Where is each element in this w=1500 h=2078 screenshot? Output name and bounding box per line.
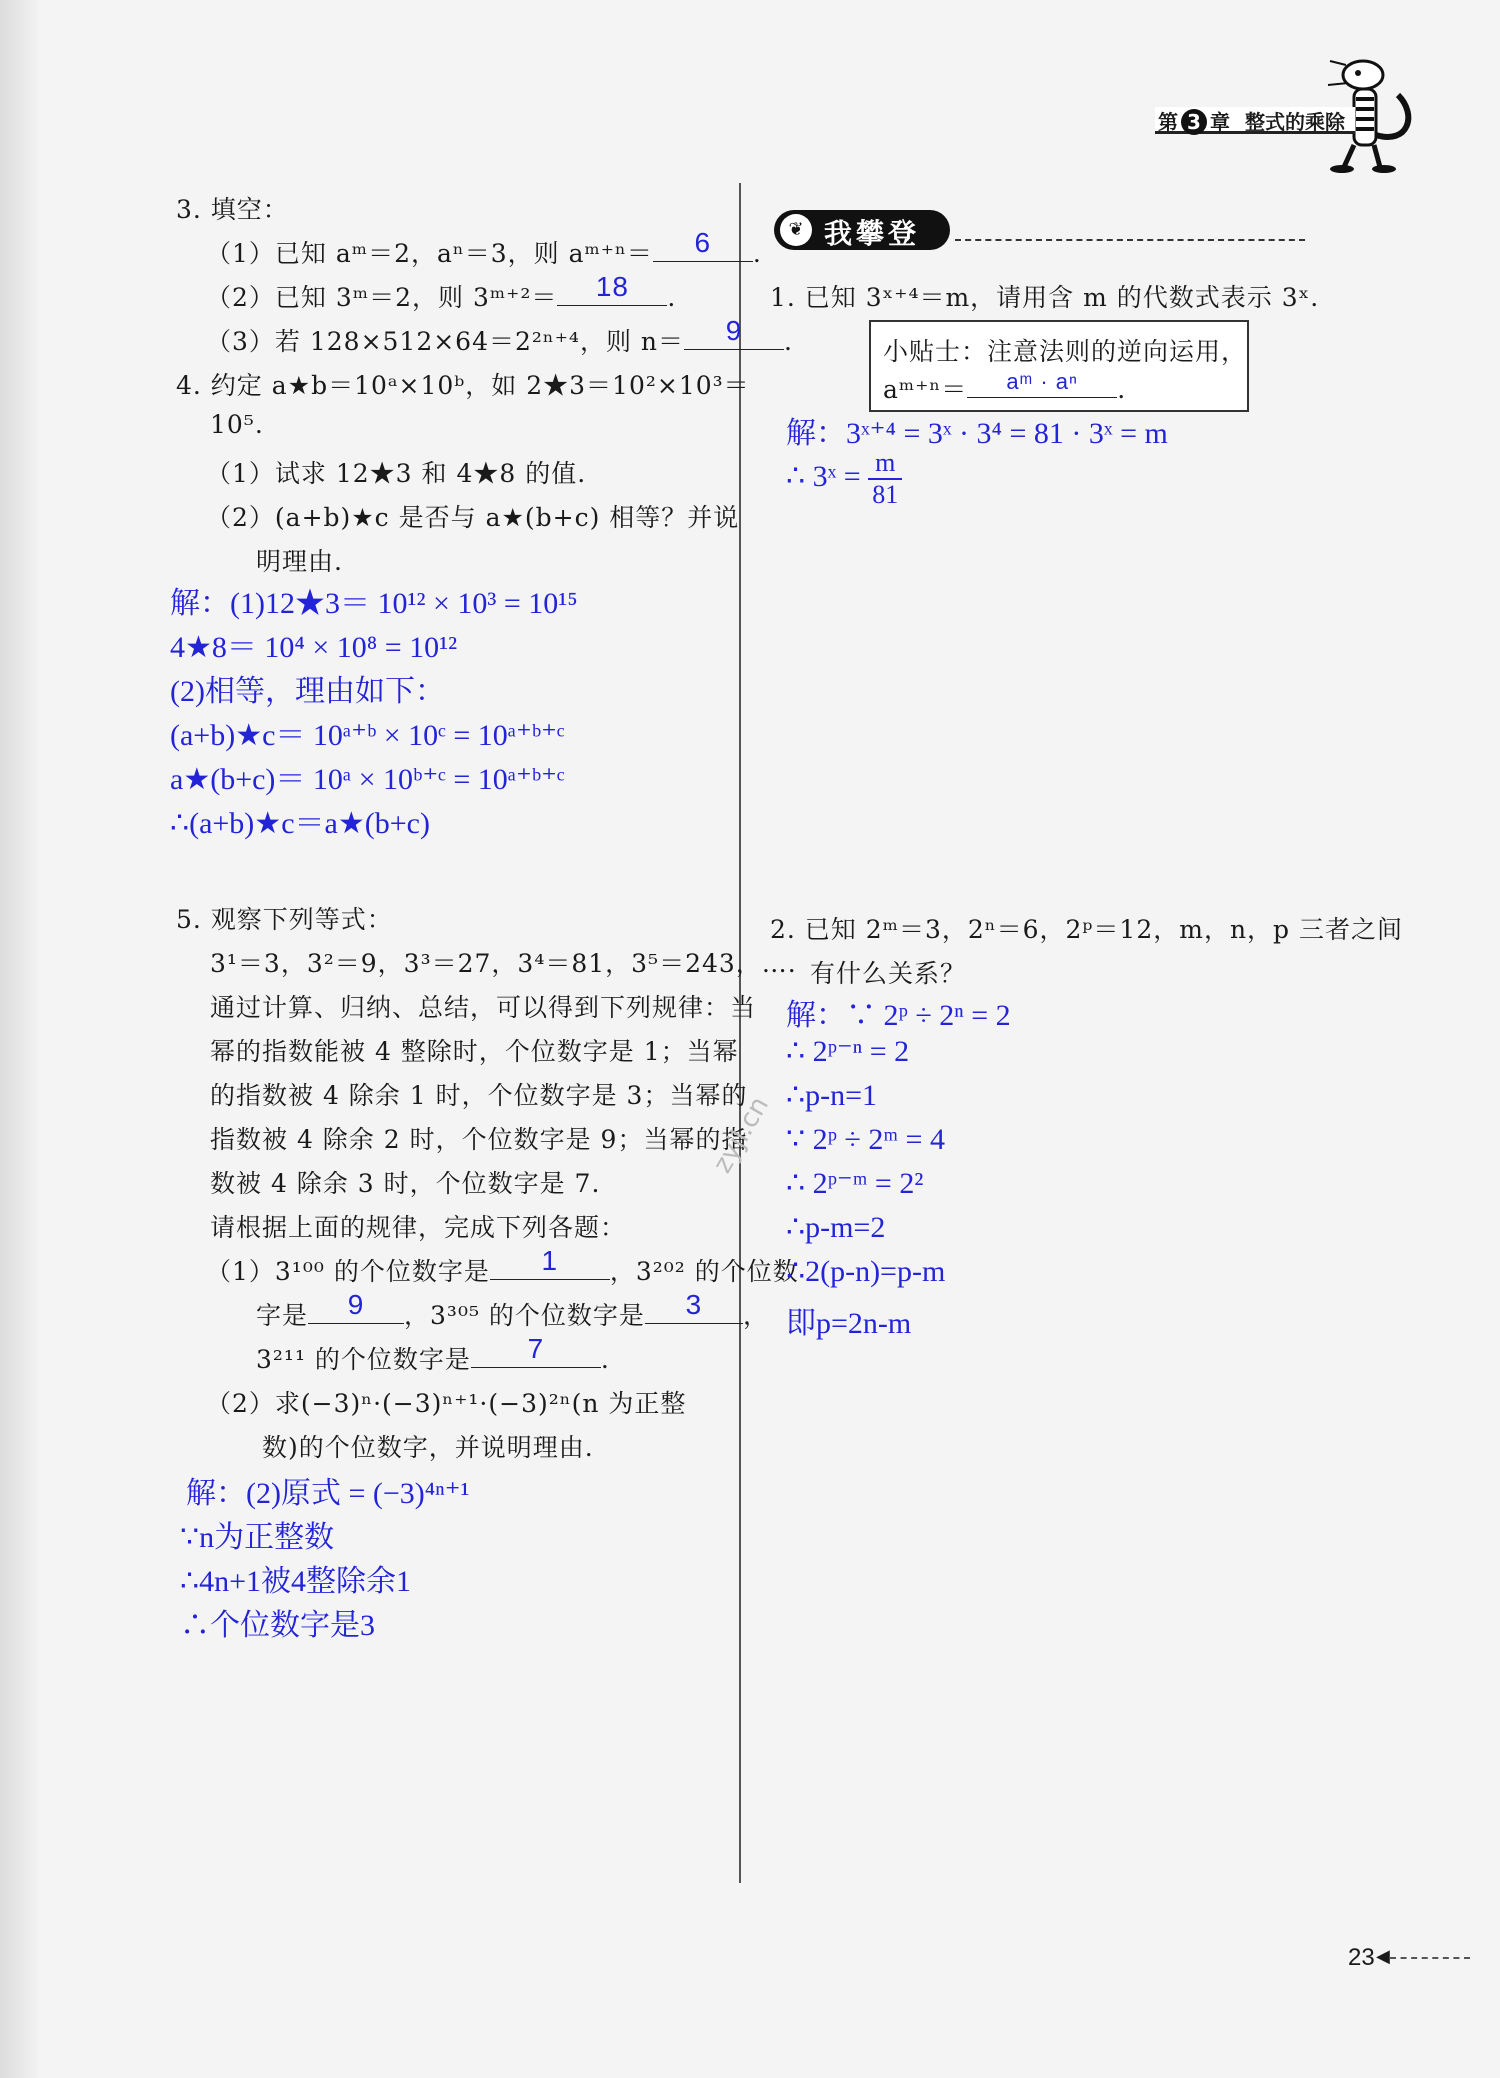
q4-solution-3: (2)相等，理由如下： bbox=[170, 675, 445, 708]
q4-part1: （1）试求 12★3 和 4★8 的值. bbox=[206, 459, 587, 488]
chapter-prefix: 第 bbox=[1158, 110, 1178, 134]
r-q2-step-3: ∴p-n=1 bbox=[786, 1079, 877, 1112]
r-q1-solution-2-text: ∴ 3ˣ = bbox=[786, 459, 861, 493]
q5-solution-3: ∴4n+1被4整除余1 bbox=[180, 1565, 412, 1598]
r-q2-step-1: 解：∵ 2ᵖ ÷ 2ⁿ = 2 bbox=[786, 999, 1011, 1032]
q5-part1-text-c: 字是 bbox=[256, 1301, 309, 1330]
r-q1-solution-1: 解：3ˣ⁺⁴ = 3ˣ · 3⁴ = 81 · 3ˣ = m bbox=[786, 417, 1168, 450]
tip-line2: aᵐ⁺ⁿ＝ aᵐ · aⁿ . bbox=[883, 369, 1127, 404]
q4-part2-line2: 明理由. bbox=[256, 547, 343, 576]
q5-blank-3 bbox=[645, 1289, 743, 1324]
q5-part2-line2: 数)的个位数字，并说明理由. bbox=[262, 1433, 594, 1462]
q5-answer-4: 7 bbox=[527, 1333, 545, 1364]
q5-part1-text-a: （1）3¹⁰⁰ 的个位数字是 bbox=[206, 1257, 490, 1286]
arrow-left-icon: ◀ bbox=[1376, 1946, 1390, 1967]
q5-part1-text-d: ，3³⁰⁵ 的个位数字是 bbox=[404, 1301, 645, 1330]
q5-rule-5: 数被 4 除余 3 时，个位数字是 7. bbox=[210, 1169, 601, 1198]
q3-part1-answer: 6 bbox=[694, 227, 712, 258]
q5-rule-3: 的指数被 4 除余 1 时，个位数字是 3；当幂的 bbox=[210, 1081, 748, 1110]
section-badge bbox=[774, 210, 950, 250]
q5-equations: 3¹＝3，3²＝9，3³＝27，3⁴＝81，3⁵＝243，…. bbox=[210, 949, 797, 978]
q4-solution-2: 4★8＝ 10⁴ × 10⁸ = 10¹² bbox=[170, 631, 458, 664]
q3-part3-text: （3）若 128×512×64＝2²ⁿ⁺⁴，则 n＝ bbox=[206, 327, 685, 356]
r-q2-step-6: ∴p-m=2 bbox=[786, 1211, 886, 1244]
page-binding-shadow bbox=[0, 0, 38, 2078]
r-q2-line2: 有什么关系？ bbox=[810, 959, 967, 988]
column-divider bbox=[739, 183, 741, 1883]
tip-line2-text: aᵐ⁺ⁿ＝ bbox=[883, 375, 968, 404]
q4-solution-5: a★(b+c)＝ 10ᵃ × 10ᵇ⁺ᶜ = 10ᵃ⁺ᵇ⁺ᶜ bbox=[170, 763, 565, 796]
chapter-number: 3 bbox=[1181, 109, 1207, 135]
q5-part1-line1 bbox=[206, 1245, 799, 1288]
r-q2-step-5: ∴ 2ᵖ⁻ᵐ = 2² bbox=[786, 1167, 924, 1200]
q3-part3: （3）若 128×512×64＝2²ⁿ⁺⁴，则 n＝ 9 . bbox=[206, 315, 793, 356]
q5-rule-2: 幂的指数能被 4 整除时，个位数字是 1；当幂 bbox=[210, 1037, 739, 1066]
q5-solution-2: ∵n为正整数 bbox=[180, 1521, 335, 1554]
q3-part2-blank bbox=[557, 271, 667, 306]
leaf-icon: ❦ bbox=[780, 214, 812, 246]
fraction bbox=[868, 448, 902, 510]
q3-part3-answer: 9 bbox=[725, 315, 743, 346]
fraction-denominator: 81 bbox=[872, 480, 899, 509]
r-q2-line1: 2. 已知 2ᵐ＝3，2ⁿ＝6，2ᵖ＝12，m，n，p 三者之间 bbox=[770, 915, 1403, 944]
r-q2-step-7: ∴2(p-n)=p-m bbox=[786, 1255, 946, 1288]
q3-part1-blank bbox=[653, 227, 753, 262]
q5-title: 5. 观察下列等式： bbox=[176, 905, 393, 934]
q5-part1-line3: 3²¹¹ 的个位数字是 7 . bbox=[256, 1333, 610, 1374]
r-q2-step-8: 即p=2n-m bbox=[786, 1307, 912, 1340]
q3-title: 3. 填空： bbox=[176, 195, 289, 224]
q4-line1: 4. 约定 a★b＝10ᵃ×10ᵇ，如 2★3＝10²×10³＝ bbox=[176, 371, 750, 400]
q5-part1-text-e: 3²¹¹ 的个位数字是 bbox=[256, 1345, 471, 1374]
tip-answer: aᵐ · aⁿ bbox=[1006, 369, 1079, 394]
q3-part2-text: （2）已知 3ᵐ＝2，则 3ᵐ⁺²＝ bbox=[206, 283, 558, 312]
q4-solution-4: (a+b)★c＝ 10ᵃ⁺ᵇ × 10ᶜ = 10ᵃ⁺ᵇ⁺ᶜ bbox=[170, 719, 565, 752]
q5-answer-3: 3 bbox=[685, 1289, 703, 1320]
chapter-title: 整式的乘除 bbox=[1244, 110, 1345, 134]
r-q2-step-4: ∵ 2ᵖ ÷ 2ᵐ = 4 bbox=[786, 1123, 945, 1156]
q5-solution-4: ∴个位数字是3 bbox=[180, 1609, 375, 1642]
q5-rule-1: 通过计算、归纳、总结，可以得到下列规律：当 bbox=[210, 993, 757, 1022]
chapter-suffix: 章 bbox=[1210, 110, 1230, 134]
page-dash-line bbox=[1390, 1957, 1470, 1959]
r-q1-text: 1. 已知 3ˣ⁺⁴＝m，请用含 m 的代数式表示 3ˣ. bbox=[770, 283, 1320, 312]
page-number: 23 bbox=[1348, 1944, 1375, 1971]
q5-solution-1: 解：(2)原式 = (−3)⁴ⁿ⁺¹ bbox=[186, 1477, 470, 1510]
q3-part2: （2）已知 3ᵐ＝2，则 3ᵐ⁺²＝ 18 . bbox=[206, 271, 677, 312]
q5-part1-line2: 字是 9 ，3³⁰⁵ 的个位数字是 3 ， bbox=[256, 1289, 769, 1330]
r-q2-step-2: ∴ 2ᵖ⁻ⁿ = 2 bbox=[786, 1035, 910, 1068]
r-q1-solution-2 bbox=[786, 448, 902, 510]
q5-answer-2: 9 bbox=[347, 1289, 365, 1320]
q5-rule-4: 指数被 4 除余 2 时，个位数字是 9；当幂的指 bbox=[210, 1125, 748, 1154]
q5-blank-4 bbox=[471, 1333, 601, 1368]
section-dash-line bbox=[955, 239, 1305, 241]
tip-blank bbox=[967, 371, 1117, 398]
watermark: zyjl.cn bbox=[707, 1091, 775, 1179]
q4-solution-1: 解：(1)12★3＝ 10¹² × 10³ = 10¹⁵ bbox=[170, 587, 578, 620]
tip-line1: 小贴士：注意法则的逆向运用， bbox=[883, 337, 1248, 366]
fraction-numerator: m bbox=[868, 448, 902, 480]
tip-box bbox=[869, 320, 1249, 412]
q4-part2-line1: （2）(a+b)★c 是否与 a★(b+c) 相等？并说 bbox=[206, 503, 740, 532]
section-badge-label: 我攀登 bbox=[824, 217, 921, 250]
q5-blank-2 bbox=[308, 1289, 404, 1324]
q5-part2-line1: （2）求(−3)ⁿ·(−3)ⁿ⁺¹·(−3)²ⁿ(n 为正整 bbox=[206, 1389, 687, 1418]
q5-instruction: 请根据上面的规律，完成下列各题： bbox=[210, 1213, 627, 1242]
q4-solution-6: ∴(a+b)★c＝a★(b+c) bbox=[170, 807, 430, 840]
q4-line2: 10⁵. bbox=[210, 410, 264, 439]
q3-part2-answer: 18 bbox=[595, 271, 629, 302]
q5-blank-1 bbox=[490, 1245, 610, 1280]
q5-part1-text-b: ，3²⁰² 的个位数 bbox=[609, 1257, 799, 1286]
q3-part1: （1）已知 aᵐ＝2，aⁿ＝3，则 aᵐ⁺ⁿ＝ 6 . bbox=[206, 227, 762, 268]
q3-part3-blank bbox=[684, 315, 784, 350]
q3-part1-text: （1）已知 aᵐ＝2，aⁿ＝3，则 aᵐ⁺ⁿ＝ bbox=[206, 239, 653, 268]
q5-answer-1: 1 bbox=[541, 1245, 559, 1276]
chapter-header bbox=[1158, 106, 1345, 135]
